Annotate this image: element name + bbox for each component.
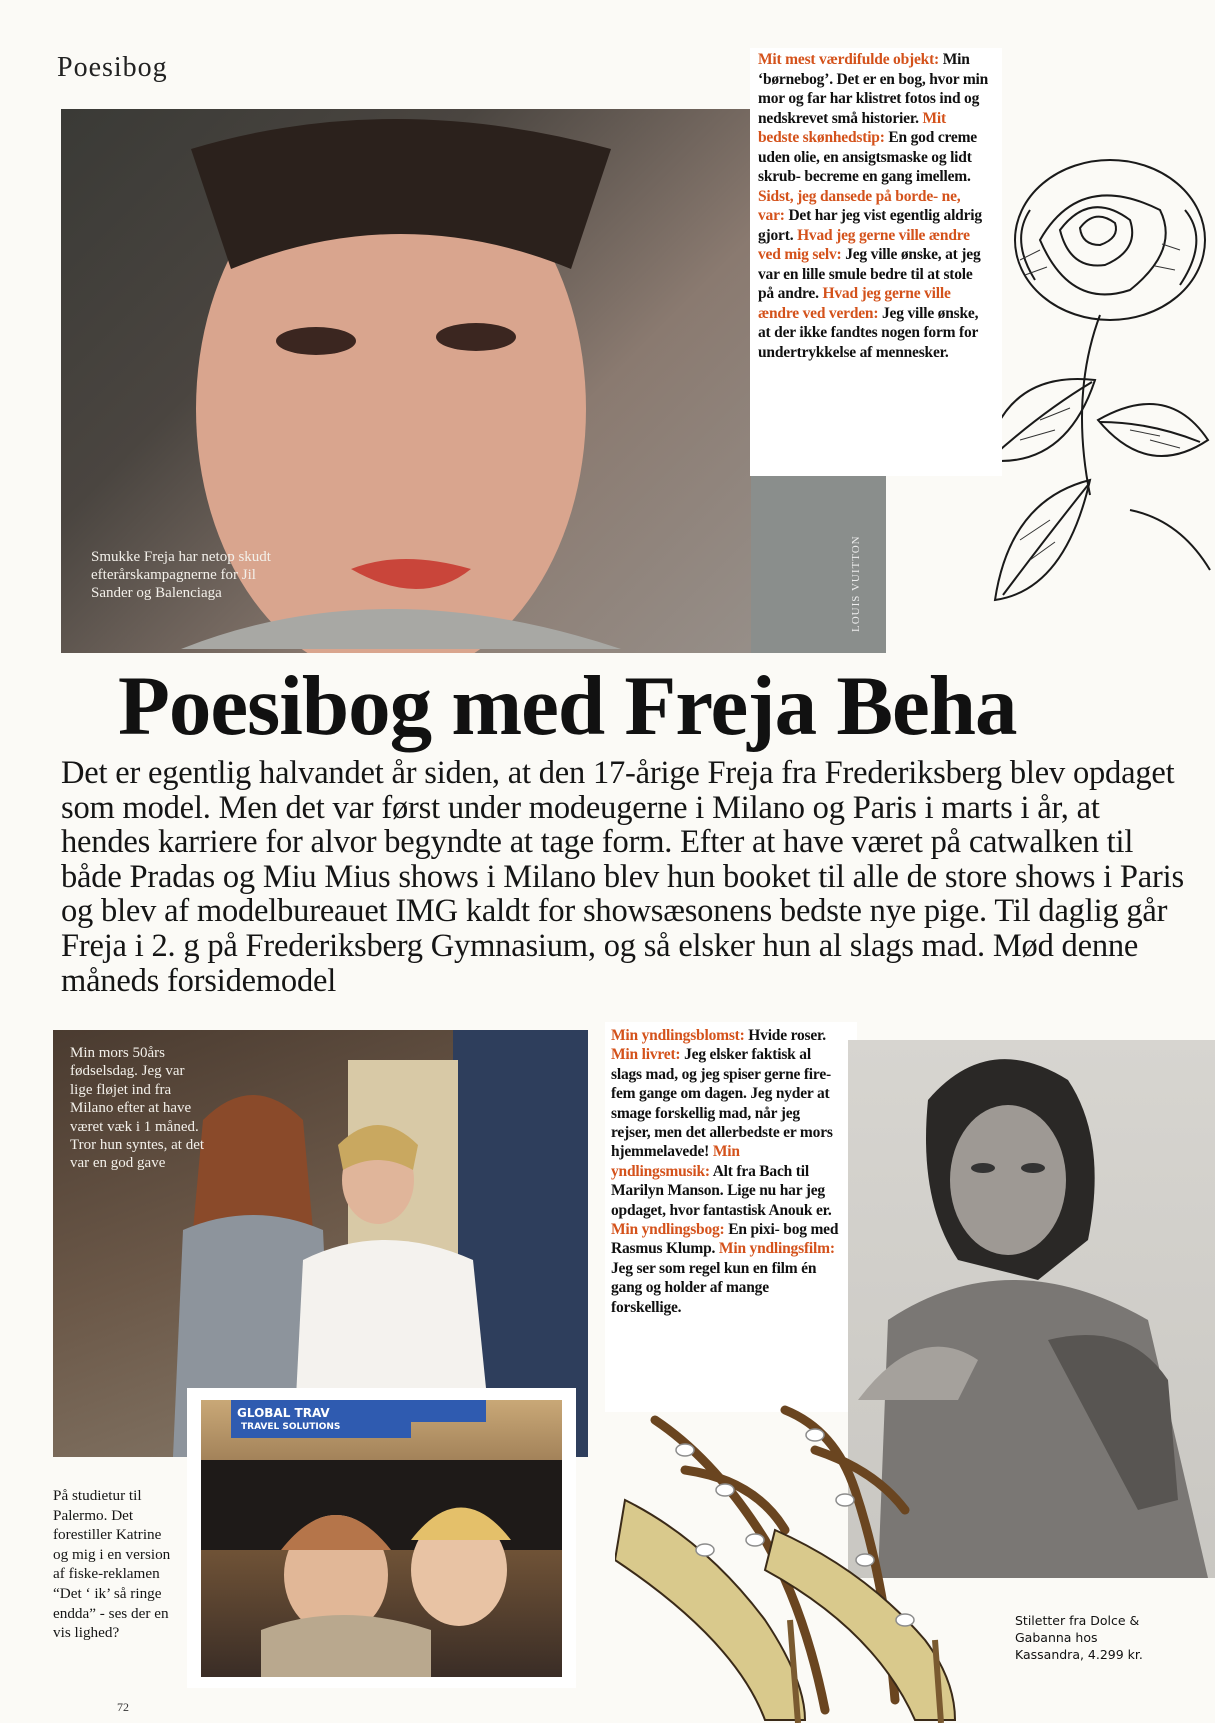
qa-question: Min yndlingsbog: [611, 1221, 725, 1239]
qa-question: Mit bedste skønhedstip: [758, 109, 946, 146]
qa-question: Min livret: [611, 1046, 681, 1064]
study-trip-caption: På studietur til Palermo. Det forestiller Katrine og mig i en version af fiske-reklamen “Det ‘ ik’ så ringe endda” - ses der en vis lighed? [53, 1487, 171, 1642]
shoes-image [615, 1390, 995, 1723]
qa-answer: Jeg ville ønske, at jeg var en lille smule bedre til at stole på andre. [758, 246, 981, 302]
qa-question: Min yndlingsfilm: [718, 1240, 835, 1258]
qa-question: Hvad jeg gerne ville ændre ved verden: [758, 285, 951, 322]
qa-answer: Min ‘børnebog’. Det er en bog, hvor min mor og far har klistret fotos ind og nedskrevet små historier. [758, 51, 989, 127]
portrait-caption: Smukke Freja har netop skudt efterårskampagnerne for Jil Sander og Balenciaga [91, 549, 271, 601]
qa-answer: Hvide roser. [748, 1027, 826, 1044]
page-number: 72 [117, 1700, 129, 1714]
credit-strip [751, 472, 886, 653]
intro-paragraph: Det er egentlig halvandet år siden, at den 17-årige Freja fra Frederiksberg blev opdaget som model. Men det var først under modeugerne i Milano og Paris i marts i år, at hendes karriere for alvor begyndte at tage form. Efter at have været på catwalken til både Pradas og Miu Mius shows i Milano blev hun booket til alle de store shows i Paris og blev af modelbureauet IMG kaldt for showsæsonens bedste nye pige. Til daglig går Freja i 2. g på Frederiksberg Gymnasium, og så elsker hun al slags mad. Mød denne måneds forsidemodel [61, 755, 1184, 999]
shop-sign-1: GLOBAL TRAV [237, 1406, 330, 1420]
birthday-caption: Min mors 50års fødselsdag. Jeg var lige fløjet ind fra Milano efter at have været væk i 1 måned. Tror hun syntes, at det var en god gave [70, 1045, 205, 1172]
photo-credit: LOUIS VUITTON [850, 535, 862, 632]
qa-answer: Alt fra Bach til Marilyn Manson. Lige nu har jeg opdaget, hvor fantastisk Anouk er. [611, 1162, 832, 1219]
section-label: Poesibog [57, 52, 168, 83]
qa-answer: Jeg ser som regel kun en film én gang og holder af mange forskellige. [611, 1259, 817, 1316]
qa-answer: Jeg ville ønske, at der ikke fandtes nogen form for undertrykkelse af mennesker. [758, 304, 979, 361]
qa-answer: En god creme uden olie, en ansigtsmaske og lidt skrub- becreme en gang imellem. [758, 129, 977, 185]
qa-top [750, 48, 1002, 476]
qa-question: Sidst, jeg dansede på borde- ne, var: [758, 187, 961, 224]
shop-sign-2: TRAVEL SOLUTIONS [241, 1422, 341, 1432]
rose-illustration [980, 120, 1215, 640]
qa-question: Mit mest værdifulde objekt: [758, 51, 940, 68]
qa-question: Min yndlingsmusik: [611, 1143, 740, 1180]
article-title: Poesibog med Freja Beha [118, 659, 1017, 753]
qa-question: Min yndlingsblomst: [611, 1027, 745, 1044]
study-trip-photo [187, 1388, 576, 1688]
qa-answer: En pixi- bog med Rasmus Klump. [611, 1221, 839, 1258]
qa-answer: Det har jeg vist egentlig aldrig gjort. [758, 207, 982, 244]
qa-question: Hvad jeg gerne ville ændre ved mig selv: [758, 226, 970, 263]
shoes-caption: Stiletter fra Dolce & Gabanna hos Kassandra, 4.299 kr. [1015, 1613, 1143, 1662]
qa-answer: Jeg elsker faktisk al slags mad, og jeg spiser gerne fire-fem gange om dagen. Jeg nyder at smage forskellig mad, når jeg rejser, men det allerbedste er mors hjemmelavede! [611, 1046, 833, 1161]
qa-bottom [605, 1022, 857, 1412]
